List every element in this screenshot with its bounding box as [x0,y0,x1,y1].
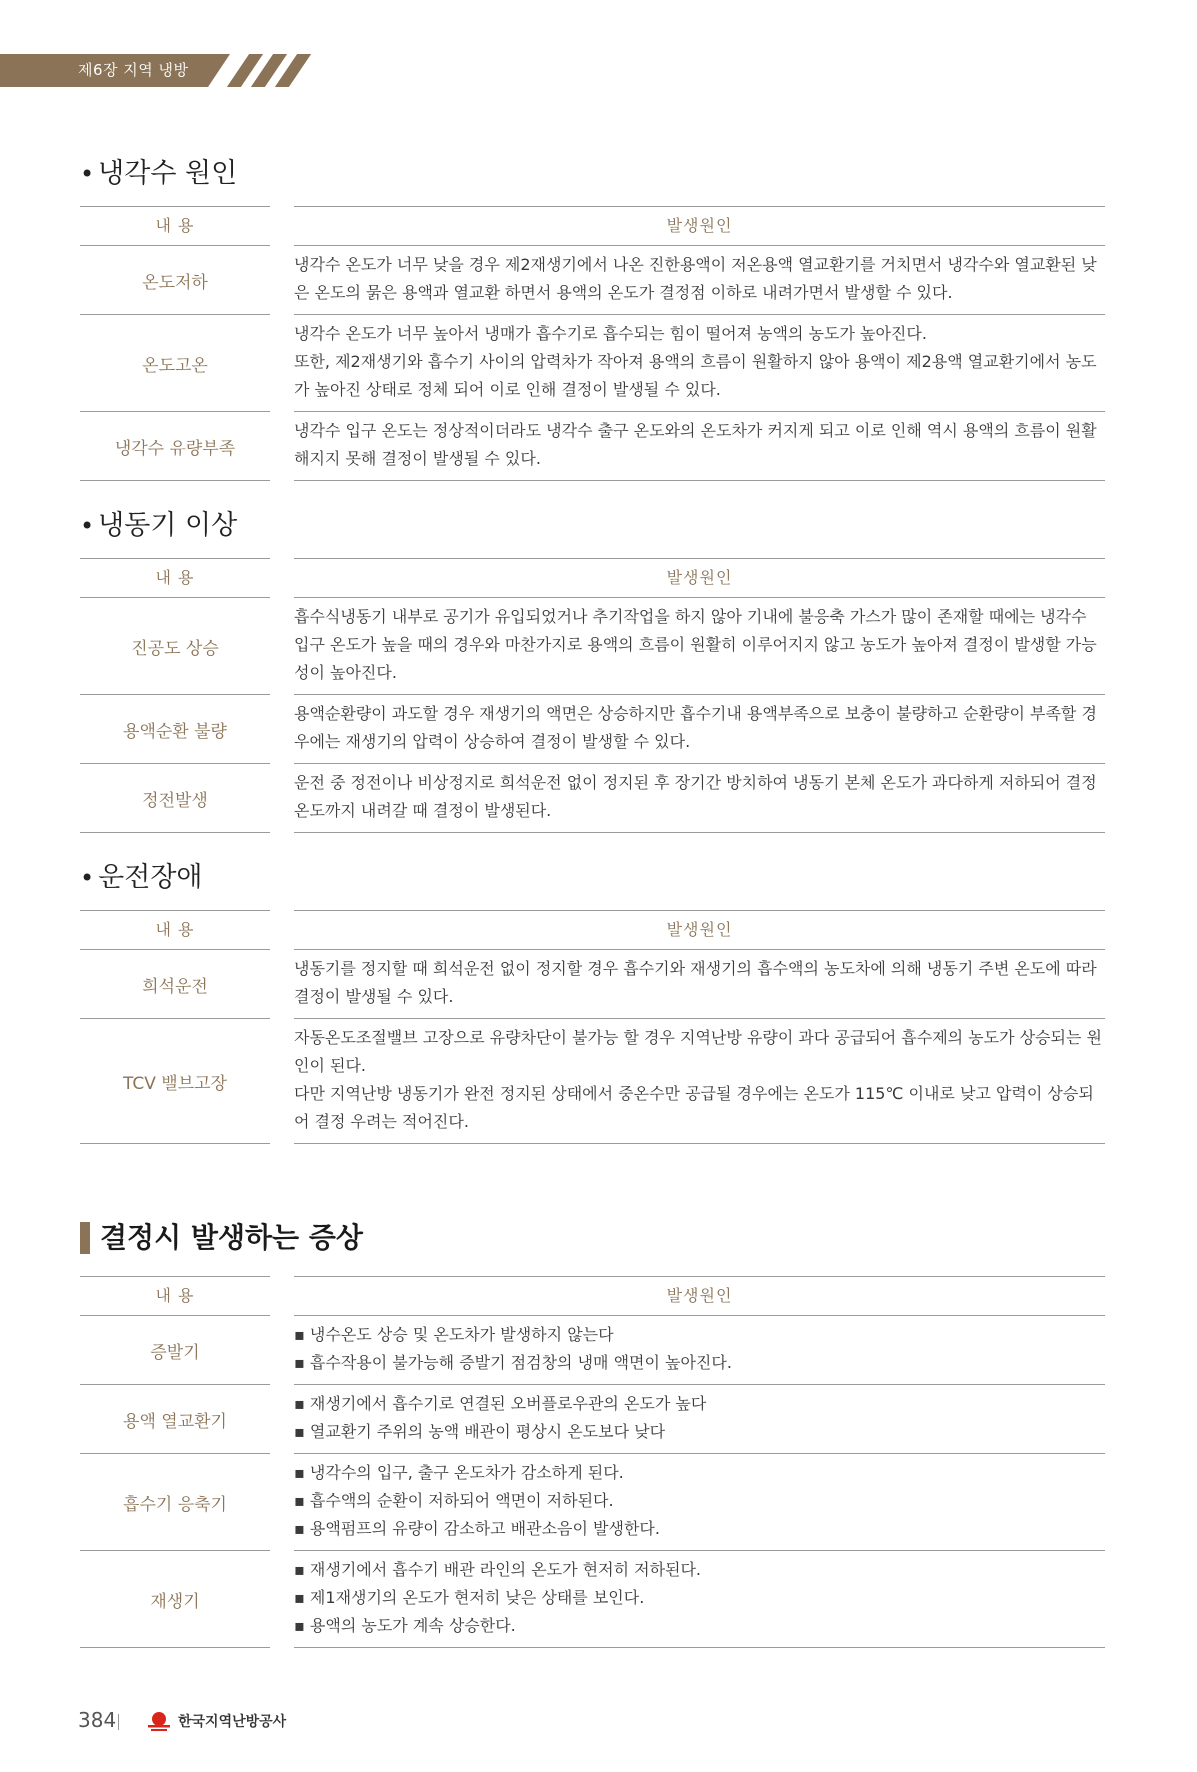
col-header-cause: 발생원인 [294,910,1105,949]
section-symptoms [80,1218,1105,1648]
row-text: 흡수식냉동기 내부로 공기가 유입되었거나 추기작업을 하지 않아 기내에 불응축 가스가 많이 존재할 때에는 냉각수 입구 온도가 높을 때의 경우와 마찬가지로 용액의 흐름이 원활히 이루어지지 않고 농도가 높아져 결정이 발생할 가능성이 높아진다. [294,597,1105,694]
row-text: 자동온도조절밸브 고장으로 유량차단이 불가능 할 경우 지역난방 유량이 과다 공급되어 흡수제의 농도가 상승되는 원인이 된다. 다만 지역난방 냉동기가 완전 정지된 상태에서 중온수만 공급될 경우에는 온도가 115℃ 이내로 낮고 압력이 상승되어 결정 우려는 적어진다. [294,1018,1105,1144]
col-header-cause: 발생원인 [294,206,1105,245]
row-text: ▪ 냉각수의 입구, 출구 온도차가 감소하게 된다. ▪ 흡수액의 순환이 저하되어 액면이 저하된다. ▪ 용액펌프의 유량이 감소하고 배관소음이 발생한다. [294,1453,1105,1550]
row-label: 재생기 [80,1550,270,1648]
row-label: TCV 밸브고장 [80,1018,270,1144]
col-header-content: 내 용 [80,910,270,949]
org-logo [146,1710,286,1732]
row-text: 용액순환량이 과도할 경우 재생기의 액면은 상승하지만 흡수기내 용액부족으로 보충이 불량하고 순환량이 부족할 경우에는 재생기의 압력이 상승하여 결정이 발생할 수 있다. [294,694,1105,763]
row-label: 희석운전 [80,949,270,1018]
section-title: • 냉동기 이상 [80,510,238,541]
row-label: 온도고온 [80,314,270,411]
section-cooling-water [80,154,1105,481]
main-section-title: 결정시 발생하는 증상 [80,1218,1105,1258]
chapter-title: 제6장 지역 냉방 [78,61,189,79]
sun-logo-icon [146,1710,172,1732]
row-text: 냉각수 입구 온도는 정상적이더라도 냉각수 출구 온도와의 온도차가 커지게 되고 이로 인해 역시 용액의 흐름이 원활해지지 못해 결정이 발생될 수 있다. [294,411,1105,481]
row-text: ▪ 냉수온도 상승 및 온도차가 발생하지 않는다 ▪ 흡수작용이 불가능해 증발기 점검창의 냉매 액면이 높아진다. [294,1315,1105,1384]
page-number: 384 [78,1708,117,1732]
symptom-table [80,1276,1105,1648]
cause-table [80,558,1105,833]
row-text: 운전 중 정전이나 비상정지로 희석운전 없이 정지된 후 장기간 방치하여 냉동기 본체 온도가 과다하게 저하되어 결정온도까지 내려갈 때 결정이 발생된다. [294,763,1105,833]
row-text: 냉각수 온도가 너무 낮을 경우 제2재생기에서 나온 진한용액이 저온용액 열교환기를 거치면서 냉각수와 열교환된 낮은 온도의 묽은 용액과 열교환 하면서 용액의 온도가 결정점 이하로 내려가면서 발생할 수 있다. [294,245,1105,314]
row-text: ▪ 재생기에서 흡수기로 연결된 오버플로우관의 온도가 높다 ▪ 열교환기 주위의 농액 배관이 평상시 온도보다 낮다 [294,1384,1105,1453]
row-text: 냉각수 온도가 너무 높아서 냉매가 흡수기로 흡수되는 힘이 떨어져 농액의 농도가 높아진다. 또한, 제2재생기와 흡수기 사이의 압력차가 작아져 용액의 흐름이 원활하지 않아 용액이 제2용액 열교환기에서 농도가 높아진 상태로 정체 되어 이로 인해 결정이 발생될 수 있다. [294,314,1105,411]
row-label: 흡수기 응축기 [80,1453,270,1550]
row-label: 진공도 상승 [80,597,270,694]
row-label: 온도저하 [80,245,270,314]
row-label: 용액 열교환기 [80,1384,270,1453]
col-header-content: 내 용 [80,558,270,597]
footer-divider [118,1714,119,1730]
row-label: 냉각수 유량부족 [80,411,270,481]
row-label: 정전발생 [80,763,270,833]
col-header-cause: 발생원인 [294,1276,1105,1315]
row-label: 용액순환 불량 [80,694,270,763]
section-operation-fault [80,858,1105,1144]
cause-table [80,910,1105,1144]
row-text: 냉동기를 정지할 때 희석운전 없이 정지할 경우 흡수기와 재생기의 흡수액의 농도차에 의해 냉동기 주변 온도에 따라 결정이 발생될 수 있다. [294,949,1105,1018]
cause-table [80,206,1105,481]
section-title: • 운전장애 [80,862,203,893]
col-header-content: 내 용 [80,206,270,245]
section-title: • 냉각수 원인 [80,158,238,189]
col-header-cause: 발생원인 [294,558,1105,597]
col-header-content: 내 용 [80,1276,270,1315]
row-label: 증발기 [80,1315,270,1384]
org-name: 한국지역난방공사 [178,1714,287,1730]
row-text: ▪ 재생기에서 흡수기 배관 라인의 온도가 현저히 저하된다. ▪ 제1재생기의 온도가 현저히 낮은 상태를 보인다. ▪ 용액의 농도가 계속 상승한다. [294,1550,1105,1648]
title-bar [80,1222,90,1254]
section-chiller-fault [80,506,1105,833]
